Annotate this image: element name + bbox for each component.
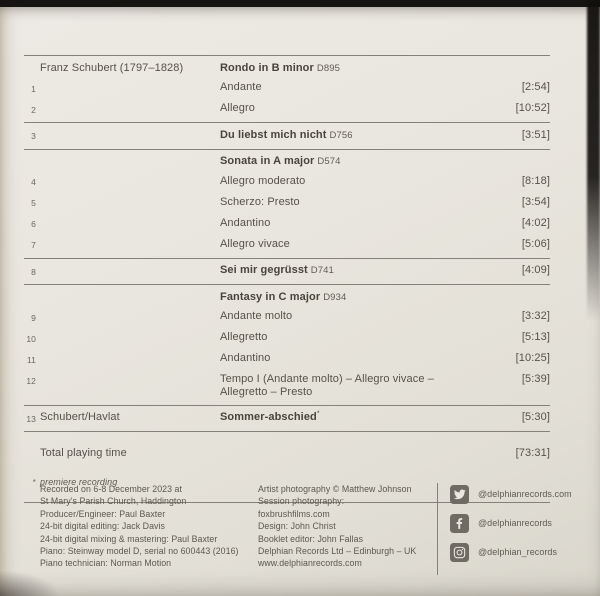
twitter-handle: @delphianrecords.com — [478, 489, 572, 500]
tracklist — [24, 53, 550, 505]
track-number: 9 — [31, 312, 36, 323]
work-title: Rondo in B minor — [220, 61, 314, 74]
deutsch-number: D574 — [317, 156, 341, 168]
track-number: 12 — [26, 375, 36, 386]
track-title: Sommer-abschied — [220, 411, 317, 424]
track-number: 11 — [26, 354, 36, 365]
social-links — [437, 483, 572, 575]
track-number: 4 — [31, 177, 36, 188]
track-title: Allegro moderato — [220, 174, 306, 187]
deutsch-number: D756 — [329, 129, 353, 141]
track-title: Andantino — [220, 216, 271, 229]
corner-shadow — [0, 570, 60, 596]
track-title: Andantino — [220, 352, 271, 365]
track-number: 10 — [26, 333, 36, 344]
composer-name: Schubert/Havlat — [40, 411, 120, 424]
track-row — [24, 78, 550, 99]
work-title: Fantasy in C major — [220, 290, 321, 303]
track-title: Andante molto — [220, 310, 293, 323]
track-row — [24, 408, 550, 429]
composer-name: Franz Schubert (1797–1828) — [40, 61, 184, 74]
total-playing-time-row — [24, 435, 550, 473]
social-row-twitter — [450, 485, 572, 504]
track-time: [4:09] — [521, 264, 550, 277]
track-title: Allegro vivace — [220, 237, 290, 250]
track-number: 7 — [31, 240, 36, 251]
deutsch-number: D934 — [323, 291, 347, 303]
track-row — [24, 349, 550, 370]
track-number: 1 — [31, 83, 36, 94]
divider-rule — [24, 149, 550, 150]
track-time: [10:25] — [515, 352, 550, 365]
credit-line: Delphian Records Ltd – Edinburgh – UK — [258, 546, 417, 557]
credit-line: Recorded on 6-8 December 2023 at — [40, 484, 182, 494]
track-time: [5:13] — [521, 331, 550, 344]
credit-line: St Mary’s Parish Church, Haddington — [40, 496, 187, 507]
facebook-icon — [450, 514, 469, 533]
track-row — [24, 307, 550, 328]
divider-rule — [24, 431, 550, 432]
track-time: [2:54] — [521, 81, 550, 94]
footnote-text: premiere recording — [40, 476, 118, 487]
track-number: 8 — [31, 266, 36, 277]
work-header-row — [24, 152, 550, 172]
divider-rule — [24, 258, 550, 259]
credit-line: Piano: Steinway model D, serial no 600443 (2016) — [40, 546, 239, 557]
social-row-instagram — [450, 543, 572, 562]
track-time: [3:54] — [521, 195, 550, 208]
track-time: [8:18] — [521, 174, 550, 187]
divider-rule — [24, 55, 550, 56]
divider-rule — [24, 122, 550, 123]
track-time: [10:52] — [515, 102, 550, 115]
deutsch-number: D741 — [310, 265, 334, 277]
track-number: 2 — [31, 104, 36, 115]
divider-rule — [24, 405, 550, 406]
track-title: Scherzo: Presto — [220, 195, 300, 208]
credit-line: www.delphianrecords.com — [258, 558, 362, 569]
track-number: 3 — [31, 131, 36, 142]
track-row — [24, 172, 550, 193]
instagram-icon — [450, 543, 469, 562]
credit-line: 24-bit digital mixing & mastering: Paul Baxter — [40, 533, 218, 544]
track-title: Tempo I (Andante molto) – Allegro vivace – — [220, 373, 434, 386]
twitter-icon — [450, 485, 469, 504]
credit-line: Piano technician: Norman Motion — [40, 558, 172, 569]
track-time: [5:30] — [521, 411, 550, 424]
divider-rule — [24, 284, 550, 285]
track-time: [4:02] — [521, 216, 550, 229]
track-row — [24, 370, 550, 403]
track-row — [24, 214, 550, 235]
track-title: Du liebst mich nicht — [220, 128, 327, 141]
track-row — [24, 328, 550, 349]
track-number: 13 — [26, 413, 36, 424]
credit-line: Design: John Christ — [258, 521, 336, 532]
track-title: Sei mir gegrüsst — [220, 264, 308, 277]
credit-line: Producer/Engineer: Paul Baxter — [40, 508, 166, 519]
track-time: [5:06] — [521, 237, 550, 250]
footnote-marker: * — [32, 477, 36, 487]
social-row-facebook — [450, 514, 572, 533]
credit-line: foxbrushfilms.com — [258, 508, 330, 519]
total-label: Total playing time — [40, 446, 127, 459]
credit-line: 24-bit digital editing: Jack Davis — [40, 521, 165, 532]
instagram-handle: @delphian_records — [478, 547, 558, 558]
credit-line: Artist photography © Matthew Johnson — [258, 484, 412, 494]
track-time: [3:32] — [521, 310, 550, 323]
work-header-row — [24, 59, 550, 79]
facebook-handle: @delphianrecords — [478, 518, 552, 529]
track-title-line2: Allegretto – Presto — [220, 386, 313, 399]
total-time: [73:31] — [515, 446, 550, 459]
recording-credits — [40, 483, 258, 575]
track-row — [24, 193, 550, 214]
booklet-page — [0, 7, 600, 596]
page-edge-shadow — [587, 0, 600, 320]
work-title: Sonata in A major — [220, 155, 315, 168]
work-header-row — [24, 288, 550, 308]
track-row — [24, 235, 550, 256]
track-title: Andante — [220, 81, 262, 94]
track-row — [24, 126, 550, 147]
track-row — [24, 261, 550, 282]
footnote-marker: * — [316, 410, 320, 418]
track-title: Allegretto — [220, 331, 268, 344]
production-credits — [258, 483, 429, 575]
track-number: 6 — [31, 219, 36, 230]
track-row — [24, 99, 550, 120]
track-time: [5:39] — [521, 373, 550, 386]
track-time: [3:51] — [521, 128, 550, 141]
credits-section — [40, 483, 572, 575]
credit-line: Session photography: — [258, 496, 345, 507]
track-title: Allegro — [220, 102, 255, 115]
credit-line: Booklet editor: John Fallas — [258, 533, 364, 544]
track-number: 5 — [31, 198, 36, 209]
deutsch-number: D895 — [316, 62, 340, 74]
